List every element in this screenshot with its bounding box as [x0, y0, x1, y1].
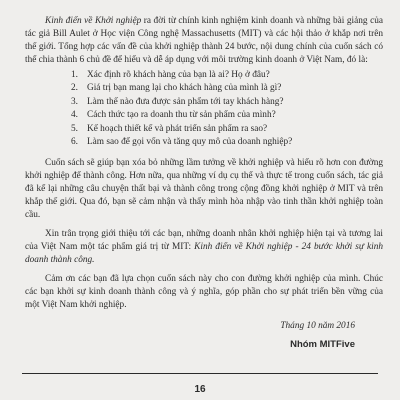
recommendation-text: Xin trân trọng giới thiệu tới các bạn, những doanh nhân khởi nghiệp hiện tại và tương lai của Việt Nam một tác phẩm giá trị từ MIT: — [25, 229, 383, 253]
recommendation-paragraph — [25, 228, 383, 267]
list-item-text: Cách thức tạo ra doanh thu từ sản phẩm của mình? — [87, 110, 276, 121]
list-item — [25, 136, 383, 149]
list-item — [25, 96, 383, 109]
footer-rule — [22, 373, 378, 374]
list-item-text: Giá trị bạn mang lại cho khách hàng của mình là gì? — [87, 83, 282, 94]
list-item — [25, 82, 383, 95]
list-item-text: Làm thế nào đưa được sản phẩm tới tay khách hàng? — [87, 96, 284, 107]
body-paragraph: Cuốn sách sẽ giúp bạn xóa bỏ những lầm tưởng về khởi nghiệp và hiểu rõ hơn con đường khởi nghiệp để thành công. Hơn nữa, qua những ví dụ cụ thể và thực tế trong cuốn sách, tác giả đã kể lại những câu chuyện thất bại và thành công trong cộng đồng khởi nghiệp ở MIT và trên khắp thế giới. Qua đó, bạn sẽ cảm nhận và thấy mình hòa nhập vào tinh thần khởi nghiệp toàn cầu. — [25, 158, 383, 221]
closing-paragraph: Cảm ơn các bạn đã lựa chọn cuốn sách này cho con đường khởi nghiệp của mình. Chúc các bạn khởi sự kinh doanh thành công và ý nghĩa, góp phần cho sự phát triển bền vững của một Việt Nam khởi nghiệp. — [25, 274, 383, 311]
book-full-title: Kinh điển về Khởi nghiệp - 24 bước khởi sự kinh doanh thành công. — [25, 242, 383, 266]
intro-text: ra đời từ chính kinh nghiệm kinh doanh và những bài giảng của tác giả Bill Aulet ở Học viện Công nghệ Massachusetts (MIT) và các hội thảo ở khắp nơi trên thế giới. Tổng hợp các vấn đề của khởi nghiệp thành 24 bước, nội dung chính của cuốn sách có thể chia thành 6 chủ đề để hiểu và dễ áp dụng với môi trường kinh doanh ở Việt Nam, đó là: — [25, 16, 383, 65]
signoff-author: Nhóm MITFive — [290, 339, 355, 351]
list-item-text: Kế hoạch thiết kế và phát triển sản phẩm ra sao? — [87, 123, 268, 134]
page-content — [25, 15, 383, 351]
list-item — [25, 123, 383, 136]
topic-list — [25, 69, 383, 149]
list-item-number: 6. — [71, 137, 78, 148]
page-number: 16 — [194, 384, 206, 395]
list-item-text: Làm sao để gọi vốn và tăng quy mô của doanh nghiệp? — [87, 137, 293, 148]
list-item-number: 3. — [71, 96, 78, 107]
list-item-number: 5. — [71, 123, 78, 134]
list-item — [25, 69, 383, 82]
list-item-text: Xác định rõ khách hàng của bạn là ai? Họ ở đâu? — [87, 70, 270, 80]
signoff — [25, 320, 383, 351]
book-title: Kinh điển về Khởi nghiệp — [45, 16, 142, 26]
list-item-number: 1. — [71, 70, 78, 80]
intro-paragraph — [25, 15, 383, 67]
list-item — [25, 109, 383, 122]
signoff-date: Tháng 10 năm 2016 — [280, 321, 355, 332]
list-item-number: 2. — [71, 83, 78, 94]
list-item-number: 4. — [71, 110, 78, 121]
